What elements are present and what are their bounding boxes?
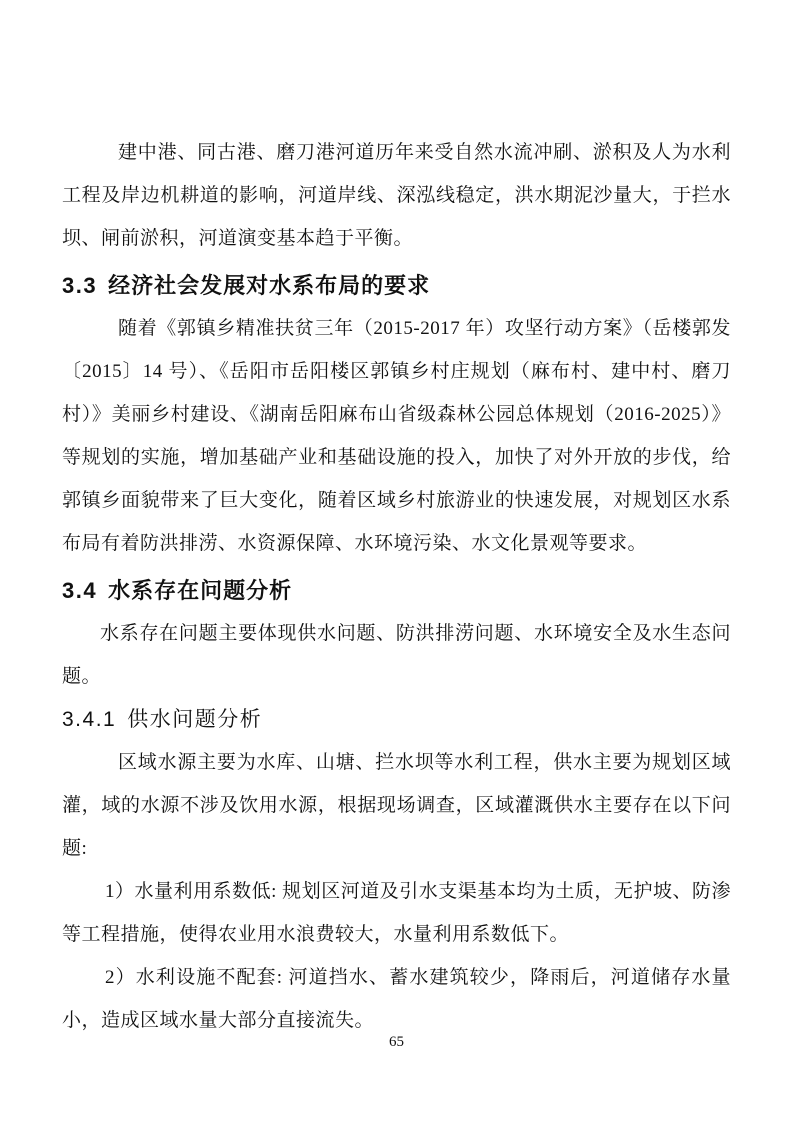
heading-3-4 [62, 569, 731, 612]
heading-3-3 [62, 264, 731, 307]
heading-3-4-1 [62, 698, 731, 741]
heading-3-4-title: 水系存在问题分析 [108, 578, 293, 603]
page-number: 65 [389, 1034, 404, 1050]
heading-3-3-number: 3.3 [62, 273, 98, 298]
paragraph-river-evolution: 建中港、同古港、磨刀港河道历年来受自然水流冲刷、淤积及人为水利工程及岸边机耕道的影响，河道岸线、深泓线稳定，洪水期泥沙量大，于拦水坝、闸前淤积，河道演变基本趋于平衡。 [62, 142, 731, 249]
paragraph-issues-overview: 水系存在问题主要体现供水问题、防洪排涝问题、水环境安全及水生态问题。 [62, 623, 731, 687]
paragraph-issue-item-1: 1）水量利用系数低: 规划区河道及引水支渠基本均为土质，无护坡、防渗等工程措施，使得农业用水浪费较大，水量利用系数低下。 [62, 881, 731, 945]
page-content [62, 131, 731, 1042]
paragraph-water-supply: 区域水源主要为水库、山塘、拦水坝等水利工程，供水主要为规划区域灌，域的水源不涉及饮用水源，根据现场调查，区域灌溉供水主要存在以下问题: [62, 752, 731, 859]
heading-3-4-number: 3.4 [62, 578, 98, 603]
heading-3-3-title: 经济社会发展对水系布局的要求 [108, 273, 431, 298]
heading-3-4-1-number: 3.4.1 [62, 708, 117, 731]
paragraph-development-requirements: 随着《郭镇乡精准扶贫三年（2015-2017 年）攻坚行动方案》（岳楼郭发〔2015〕14 号）、《岳阳市岳阳楼区郭镇乡村庄规划（麻布村、建中村、磨刀村）》美丽乡村建设、《湖南岳阳麻布山省级森林公园总体规划（2016-2025）》等规划的实施，增加基础产业和基础设施的投入，加快了对外开放的步伐，给郭镇乡面貌带来了巨大变化，随着区域乡村旅游业的快速发展，对规划区水系布局有着防洪排涝、水资源保障、水环境污染、水文化景观等要求。 [62, 318, 731, 554]
paragraph-issue-item-2: 2）水利设施不配套: 河道挡水、蓄水建筑较少，降雨后，河道储存水量小，造成区域水量大部分直接流失。 [62, 967, 731, 1031]
heading-3-4-1-title: 供水问题分析 [127, 708, 263, 731]
